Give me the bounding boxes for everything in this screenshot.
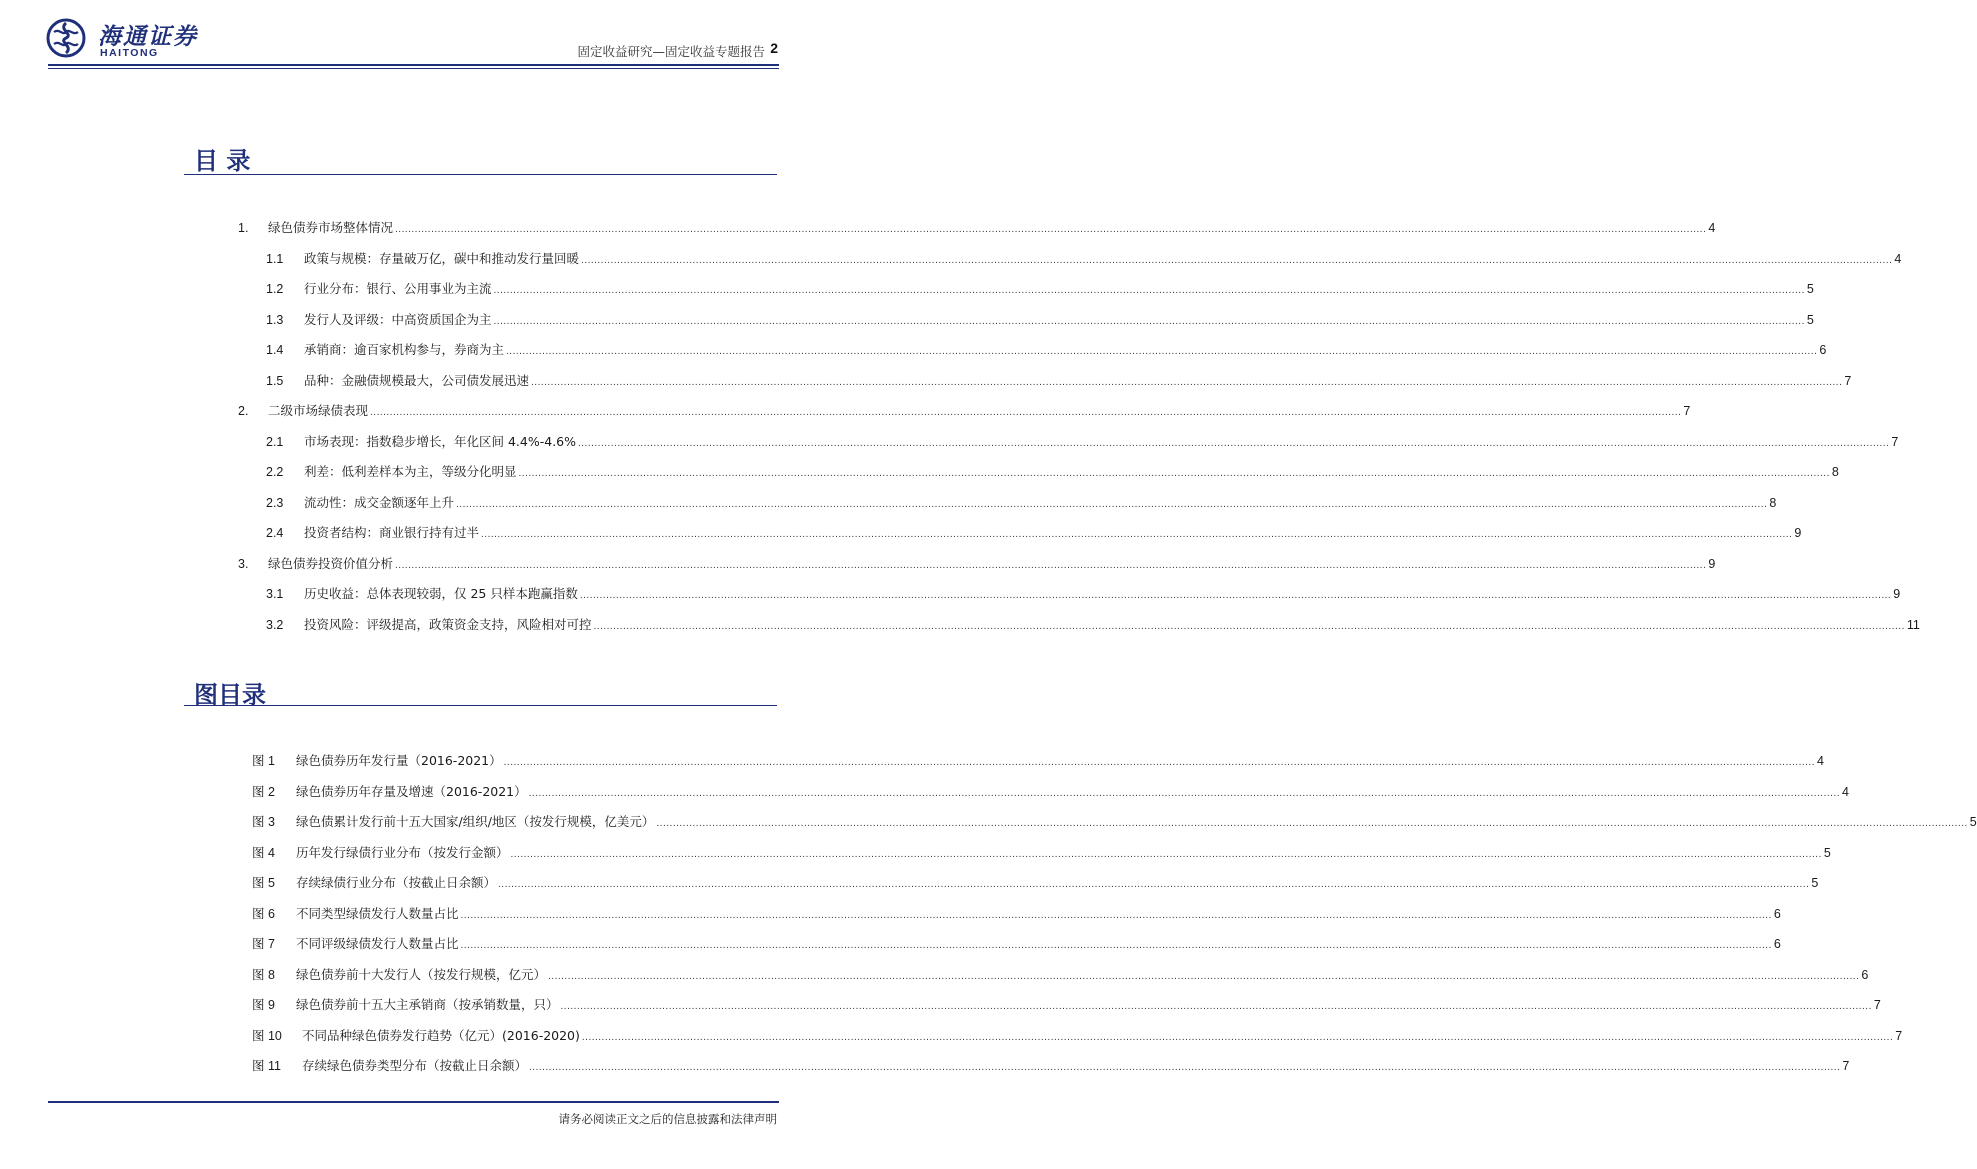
figure-entry-page: 6 [1773,937,1781,951]
figure-entry-number: 图 5 [252,876,275,890]
toc-entry-title: 流动性：成交金额逐年上升 [304,494,455,510]
toc-entry-number: 2. [238,404,249,418]
toc-entry-number: 1.4 [266,343,284,357]
figure-entry[interactable] [252,995,1881,1013]
toc-entry[interactable] [266,340,1827,358]
dot-leader: ................................................................................................................................................................................................................................................................................................................................................................................................................ [395,224,1707,235]
toc-entry[interactable] [238,218,1716,236]
figure-entry[interactable] [252,1026,1903,1044]
toc-entry-number: 2.2 [266,465,284,479]
figure-entry[interactable] [252,873,1819,891]
toc-entry-number: 2.4 [266,526,284,540]
toc-entry-page: 8 [1831,465,1839,479]
figure-entry-title: 绿色债券历年存量及增速（2016-2021） [296,783,527,799]
figure-entry-page: 5 [1823,845,1831,860]
figure-entry-title: 绿色债券历年发行量（2016-2021） [296,753,502,768]
figure-entry-number: 图 2 [252,784,275,799]
toc-entry-number: 1.2 [266,282,284,296]
dot-leader: ................................................................................................................................................................................................................................................................................................................................................................................................................ [656,818,1968,829]
toc-entry-title: 品种：金融债规模最大，公司债发展迅速 [304,372,530,388]
toc-entry[interactable] [266,584,1901,602]
toc-entry-page: 8 [1769,495,1777,510]
figure-entry[interactable] [252,904,1781,922]
toc-entry[interactable] [238,554,1716,572]
toc-entry-number: 1.1 [266,251,284,266]
toc-entry-title: 绿色债券投资价值分析 [268,555,394,571]
figure-entry-number: 图 4 [252,845,275,860]
dot-leader: ................................................................................................................................................................................................................................................................................................................................................................................................................ [503,757,1815,768]
dot-leader: ................................................................................................................................................................................................................................................................................................................................................................................................................ [493,285,1805,296]
dot-leader: ................................................................................................................................................................................................................................................................................................................................................................................................................ [370,407,1682,418]
toc-entry[interactable] [266,615,1920,633]
toc-entry-title: 投资者结构：商业银行持有过半 [304,525,480,540]
toc-entry-title: 承销商：逾百家机构参与，券商为主 [304,342,505,357]
figure-entry-page: 6 [1861,967,1869,982]
toc-entry[interactable] [266,371,1852,389]
figure-entry-number: 图 11 [252,1059,281,1073]
figure-entry[interactable] [252,843,1831,861]
toc-heading: 目 录 [194,147,251,175]
dot-leader: ................................................................................................................................................................................................................................................................................................................................................................................................................ [581,1031,1894,1043]
toc-entry-page: 6 [1819,343,1827,357]
figure-list-heading: 图目录 [194,681,266,709]
figure-entry-title: 历年发行绿债行业分布（按发行金额） [296,844,509,860]
figure-entry-page: 5 [1811,876,1819,890]
dot-leader: ................................................................................................................................................................................................................................................................................................................................................................................................................ [493,315,1805,327]
figure-entry[interactable] [252,812,1977,830]
header-divider [48,64,779,66]
toc-entry-number: 2.1 [266,434,284,449]
figure-list-heading-rule [184,705,777,706]
figure-entry-title: 不同品种绿色债券发行趋势（亿元）(2016-2020) [302,1027,580,1043]
logo-chinese-name: 海通证券 [98,23,198,50]
dot-leader: ................................................................................................................................................................................................................................................................................................................................................................................................................ [506,346,1818,357]
figure-entry-title: 存续绿债行业分布（按截止日余额） [296,875,497,890]
toc-entry-page: 11 [1906,617,1920,632]
toc-entry-page: 4 [1708,221,1716,235]
dot-leader: ................................................................................................................................................................................................................................................................................................................................................................................................................ [593,620,1905,632]
figure-entry-title: 存续绿色债券类型分布（按截止日余额） [302,1058,528,1073]
figure-entry-title: 绿色债券前十大发行人（按发行规模，亿元） [296,966,547,982]
toc-entry-page: 7 [1844,373,1852,388]
toc-entry-page: 5 [1806,312,1814,327]
dot-leader: ................................................................................................................................................................................................................................................................................................................................................................................................................ [548,970,1860,982]
toc-entry[interactable] [238,401,1691,419]
dot-leader: ................................................................................................................................................................................................................................................................................................................................................................................................................ [581,254,1893,266]
toc-entry-page: 7 [1683,404,1691,418]
dot-leader: ................................................................................................................................................................................................................................................................................................................................................................................................................ [529,1062,1841,1073]
toc-entry-title: 利差：低利差样本为主，等级分化明显 [304,464,517,479]
dot-leader: ................................................................................................................................................................................................................................................................................................................................................................................................................ [456,498,1768,510]
dot-leader: ................................................................................................................................................................................................................................................................................................................................................................................................................ [518,468,1830,479]
figure-entry-title: 绿色债券前十五大主承销商（按承销数量，只） [296,997,559,1012]
toc-heading-rule [184,174,777,175]
dot-leader: ................................................................................................................................................................................................................................................................................................................................................................................................................ [460,940,1772,951]
figure-entry-page: 6 [1773,906,1781,921]
toc-entry-number: 1. [238,221,249,235]
header-divider-thin [48,68,779,69]
figure-entry-number: 图 6 [252,906,275,921]
figure-entry-number: 图 7 [252,937,275,951]
figure-entry-title: 绿色债累计发行前十五大国家/组织/地区（按发行规模，亿美元） [296,814,655,829]
figure-entry-title: 不同类型绿债发行人数量占比 [296,905,459,921]
toc-entry-page: 7 [1891,434,1899,449]
figure-entry-title: 不同评级绿债发行人数量占比 [296,936,459,951]
dot-leader: ................................................................................................................................................................................................................................................................................................................................................................................................................ [579,590,1892,601]
figure-entry-number: 图 8 [252,967,275,982]
figure-entry-number: 图 9 [252,998,275,1012]
figure-entry-page: 7 [1895,1028,1903,1043]
toc-entry-number: 1.5 [266,373,284,388]
dot-leader: ................................................................................................................................................................................................................................................................................................................................................................................................................ [395,559,1707,571]
dot-leader: ................................................................................................................................................................................................................................................................................................................................................................................................................ [528,787,1840,799]
toc-entry-page: 4 [1894,251,1902,266]
toc-entry-number: 2.3 [266,495,284,510]
footer-divider [48,1101,779,1103]
toc-entry[interactable] [266,310,1814,328]
dot-leader: ................................................................................................................................................................................................................................................................................................................................................................................................................ [460,909,1772,921]
toc-entry[interactable] [266,523,1802,541]
report-category-title: 固定收益研究—固定收益专题报告 [577,44,765,59]
dot-leader: ................................................................................................................................................................................................................................................................................................................................................................................................................ [498,879,1810,890]
haitong-logo-icon [46,18,86,58]
toc-entry-title: 投资风险：评级提高，政策资金支持，风险相对可控 [304,616,592,632]
figure-entry[interactable] [252,751,1824,769]
toc-entry-page: 5 [1806,282,1814,296]
toc-entry-title: 历史收益：总体表现较弱，仅 25 只样本跑赢指数 [304,586,578,601]
figure-entry-page: 7 [1873,998,1881,1012]
toc-entry[interactable] [266,493,1777,511]
figure-entry-number: 图 10 [252,1028,282,1043]
toc-entry-number: 3. [238,556,249,571]
figure-entry-page: 4 [1816,754,1824,768]
disclaimer-notice: 请务必阅读正文之后的信息披露和法律声明 [558,1112,777,1126]
dot-leader: ................................................................................................................................................................................................................................................................................................................................................................................................................ [510,848,1822,860]
toc-entry[interactable] [266,249,1902,267]
toc-entry-number: 1.3 [266,312,284,327]
toc-entry[interactable] [266,432,1899,450]
toc-entry-title: 行业分布：银行、公用事业为主流 [304,281,492,296]
figure-entry-number: 图 3 [252,815,275,829]
toc-entry-title: 二级市场绿债表现 [268,403,369,418]
toc-entry-page: 9 [1708,556,1716,571]
toc-entry-page: 9 [1794,526,1802,540]
page-number: 2 [770,40,778,56]
figure-entry[interactable] [252,1056,1850,1074]
figure-entry[interactable] [252,934,1781,952]
toc-entry-page: 9 [1893,587,1901,601]
toc-entry[interactable] [266,462,1839,480]
toc-entry-number: 3.1 [266,587,284,601]
dot-leader: ................................................................................................................................................................................................................................................................................................................................................................................................................ [578,437,1890,449]
figure-entry-page: 4 [1841,784,1849,799]
toc-entry-title: 政策与规模：存量破万亿，碳中和推动发行量回暖 [304,250,580,266]
toc-entry-number: 3.2 [266,617,284,632]
dot-leader: ................................................................................................................................................................................................................................................................................................................................................................................................................ [531,376,1843,388]
toc-entry-title: 绿色债券市场整体情况 [268,220,394,235]
figure-entry-number: 图 1 [252,754,275,768]
dot-leader: ................................................................................................................................................................................................................................................................................................................................................................................................................ [560,1001,1872,1012]
toc-entry-title: 发行人及评级：中高资质国企为主 [304,311,492,327]
figure-entry[interactable] [252,782,1849,800]
toc-entry-title: 市场表现：指数稳步增长，年化区间 4.4%-4.6% [304,433,576,449]
figure-entry-page: 5 [1969,815,1977,829]
figure-entry[interactable] [252,965,1869,983]
toc-entry[interactable] [266,279,1814,297]
logo-english-name: HAITONG [100,47,159,59]
company-logo [46,18,206,58]
figure-entry-page: 7 [1842,1059,1850,1073]
dot-leader: ................................................................................................................................................................................................................................................................................................................................................................................................................ [481,529,1793,540]
